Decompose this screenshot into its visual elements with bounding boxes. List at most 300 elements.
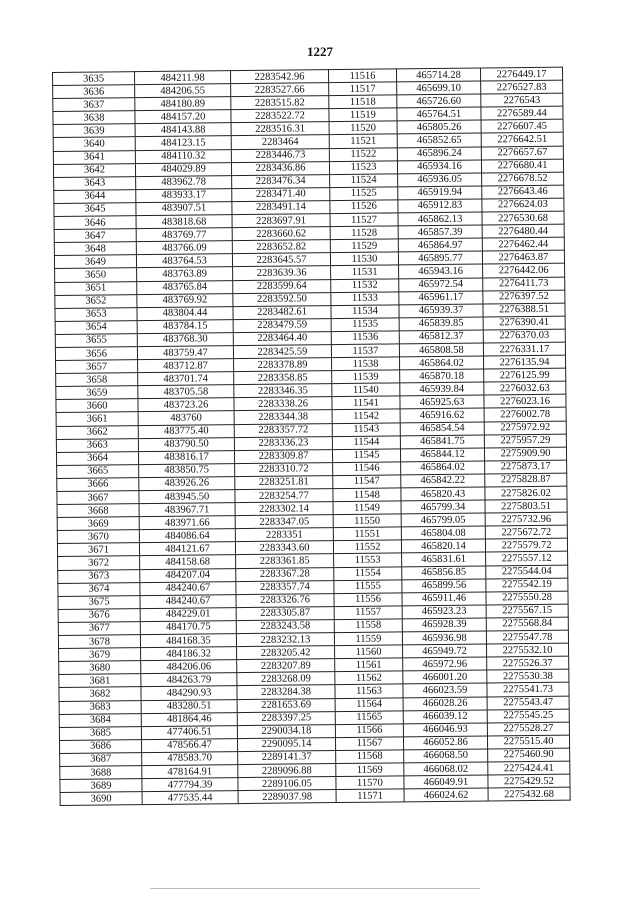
y-right-cell: 2276442.06: [483, 264, 565, 278]
x-left-cell: 483962.78: [136, 175, 232, 189]
y-left-cell: 2283476.34: [232, 174, 330, 188]
point-id-left-cell: 3682: [59, 687, 141, 701]
point-id-right-cell: 11546: [333, 462, 401, 476]
point-id-left-cell: 3643: [54, 176, 136, 190]
x-right-cell: 465919.94: [398, 186, 482, 200]
y-left-cell: 2283479.59: [233, 318, 331, 332]
point-id-right-cell: 11523: [329, 161, 397, 175]
x-left-cell: 484207.04: [140, 568, 236, 582]
point-id-right-cell: 11565: [335, 710, 403, 724]
y-left-cell: 2283367.28: [236, 567, 334, 581]
x-left-cell: 483850.75: [139, 463, 235, 477]
y-right-cell: 2276370.03: [483, 329, 565, 343]
x-left-cell: 483945.50: [139, 490, 235, 504]
x-left-cell: 484143.88: [135, 123, 231, 137]
point-id-left-cell: 3639: [53, 124, 135, 138]
y-left-cell: 2283310.72: [235, 462, 333, 476]
x-left-cell: 484206.55: [135, 84, 231, 98]
x-right-cell: 465925.63: [400, 395, 484, 409]
y-left-cell: 2281653.69: [237, 698, 335, 712]
y-right-cell: 2276680.41: [481, 159, 563, 173]
point-id-left-cell: 3666: [57, 478, 139, 492]
y-right-cell: 2275567.15: [486, 604, 568, 618]
y-right-cell: 2275672.72: [485, 525, 567, 539]
y-right-cell: 2276643.46: [482, 185, 564, 199]
point-id-right-cell: 11554: [334, 566, 402, 580]
point-id-left-cell: 3690: [60, 792, 142, 806]
y-left-cell: 2283358.85: [234, 371, 332, 385]
point-id-left-cell: 3640: [53, 137, 135, 151]
x-left-cell: 477794.39: [142, 778, 238, 792]
y-left-cell: 2290034.18: [237, 724, 335, 738]
x-right-cell: 466023.59: [403, 683, 487, 697]
point-id-left-cell: 3654: [55, 320, 137, 334]
y-left-cell: 2283464: [231, 135, 329, 149]
x-left-cell: 484186.32: [141, 647, 237, 661]
x-right-cell: 465726.60: [397, 94, 481, 108]
y-left-cell: 2289096.88: [238, 764, 336, 778]
point-id-right-cell: 11530: [330, 252, 398, 266]
y-right-cell: 2275530.38: [487, 669, 569, 683]
point-id-right-cell: 11542: [332, 409, 400, 423]
point-id-right-cell: 11538: [332, 357, 400, 371]
x-right-cell: 465805.26: [397, 120, 481, 134]
y-right-cell: 2275542.19: [486, 578, 568, 592]
point-id-right-cell: 11534: [331, 305, 399, 319]
point-id-left-cell: 3651: [55, 281, 137, 295]
x-left-cell: 484240.67: [140, 594, 236, 608]
x-right-cell: 465895.77: [398, 251, 482, 265]
x-right-cell: 465799.34: [401, 500, 485, 514]
y-left-cell: 2283592.50: [233, 292, 331, 306]
point-id-left-cell: 3676: [58, 608, 140, 622]
x-right-cell: 465862.13: [398, 212, 482, 226]
x-left-cell: 484240.67: [140, 581, 236, 595]
y-right-cell: 2275424.41: [488, 761, 570, 775]
y-right-cell: 2275579.72: [485, 539, 567, 553]
y-right-cell: 2276642.51: [481, 133, 563, 147]
x-left-cell: 483765.84: [137, 280, 233, 294]
y-right-cell: 2275550.28: [486, 591, 568, 605]
x-right-cell: 465764.51: [397, 107, 481, 121]
y-left-cell: 2283639.36: [233, 266, 331, 280]
point-id-right-cell: 11528: [330, 226, 398, 240]
point-id-left-cell: 3672: [58, 556, 140, 570]
x-right-cell: 465808.58: [399, 343, 483, 357]
x-right-cell: 466028.26: [403, 696, 487, 710]
x-right-cell: 465844.12: [400, 448, 484, 462]
point-id-left-cell: 3659: [56, 386, 138, 400]
x-right-cell: 465936.98: [402, 631, 486, 645]
x-left-cell: 478566.47: [141, 738, 237, 752]
y-right-cell: 2276480.44: [482, 224, 564, 238]
x-left-cell: 483784.15: [137, 319, 233, 333]
y-right-cell: 2275803.51: [485, 499, 567, 513]
x-right-cell: 466001.20: [403, 670, 487, 684]
x-right-cell: 465972.96: [403, 657, 487, 671]
point-id-right-cell: 11563: [335, 684, 403, 698]
x-left-cell: 484170.75: [140, 621, 236, 635]
x-right-cell: 465839.85: [399, 317, 483, 331]
point-id-left-cell: 3679: [59, 648, 141, 662]
y-left-cell: 2283361.85: [236, 554, 334, 568]
x-left-cell: 483701.74: [138, 372, 234, 386]
x-right-cell: 465961.17: [399, 291, 483, 305]
point-id-left-cell: 3686: [59, 739, 141, 753]
y-right-cell: 2275544.04: [486, 565, 568, 579]
coordinates-table: [52, 67, 571, 807]
point-id-right-cell: 11569: [336, 763, 404, 777]
y-right-cell: 2276589.44: [481, 106, 563, 120]
point-id-right-cell: 11549: [333, 501, 401, 515]
y-left-cell: 2283652.82: [232, 240, 330, 254]
x-left-cell: 483804.44: [137, 306, 233, 320]
point-id-right-cell: 11537: [331, 344, 399, 358]
y-left-cell: 2283425.59: [233, 345, 331, 359]
y-right-cell: 2275515.40: [487, 735, 569, 749]
point-id-right-cell: 11545: [332, 449, 400, 463]
y-left-cell: 2283645.57: [232, 253, 330, 267]
x-right-cell: 465972.54: [399, 278, 483, 292]
y-right-cell: 2275541.73: [487, 683, 569, 697]
x-left-cell: 483818.68: [136, 215, 232, 229]
y-left-cell: 2283338.26: [234, 397, 332, 411]
y-right-cell: 2276462.44: [482, 237, 564, 251]
y-left-cell: 2283697.91: [232, 214, 330, 228]
y-left-cell: 2283397.25: [237, 711, 335, 725]
point-id-left-cell: 3642: [53, 163, 135, 177]
point-id-right-cell: 11555: [334, 580, 402, 594]
point-id-left-cell: 3670: [57, 530, 139, 544]
x-right-cell: 466046.93: [403, 723, 487, 737]
point-id-right-cell: 11531: [331, 265, 399, 279]
y-left-cell: 2283243.58: [236, 620, 334, 634]
y-right-cell: 2276388.51: [483, 303, 565, 317]
point-id-left-cell: 3650: [55, 268, 137, 282]
point-id-right-cell: 11564: [335, 697, 403, 711]
x-left-cell: 483763.89: [137, 267, 233, 281]
x-right-cell: 466068.50: [404, 749, 488, 763]
point-id-right-cell: 11548: [333, 488, 401, 502]
x-right-cell: 465949.72: [403, 644, 487, 658]
point-id-right-cell: 11562: [335, 671, 403, 685]
y-left-cell: 2283482.61: [233, 305, 331, 319]
y-right-cell: 2275957.29: [484, 434, 566, 448]
y-left-cell: 2283305.87: [236, 606, 334, 620]
y-right-cell: 2276657.67: [481, 146, 563, 160]
x-right-cell: 465943.16: [399, 264, 483, 278]
point-id-right-cell: 11535: [331, 318, 399, 332]
y-right-cell: 2275828.87: [485, 473, 567, 487]
point-id-left-cell: 3638: [53, 111, 135, 125]
y-right-cell: 2275545.25: [487, 709, 569, 723]
x-right-cell: 465916.62: [400, 408, 484, 422]
y-right-cell: 2276135.94: [483, 355, 565, 369]
x-left-cell: 483768.30: [137, 332, 233, 346]
page-number: 1227: [307, 44, 333, 59]
point-id-left-cell: 3684: [59, 713, 141, 727]
y-right-cell: 2276449.17: [480, 67, 562, 81]
y-right-cell: 2276530.68: [482, 211, 564, 225]
x-left-cell: 483967.71: [139, 503, 235, 517]
y-left-cell: 2283205.42: [237, 646, 335, 660]
x-right-cell: 466039.12: [403, 710, 487, 724]
y-right-cell: 2275528.27: [487, 722, 569, 736]
point-id-right-cell: 11561: [335, 658, 403, 672]
y-right-cell: 2275972.92: [484, 421, 566, 435]
x-left-cell: 483926.26: [139, 477, 235, 491]
point-id-left-cell: 3671: [57, 543, 139, 557]
point-id-right-cell: 11556: [334, 593, 402, 607]
point-id-right-cell: 11539: [332, 370, 400, 384]
point-id-left-cell: 3675: [58, 595, 140, 609]
point-id-right-cell: 11529: [330, 239, 398, 253]
x-right-cell: 465934.16: [397, 160, 481, 174]
y-left-cell: 2283346.35: [234, 384, 332, 398]
x-right-cell: 465896.24: [397, 147, 481, 161]
point-id-left-cell: 3665: [57, 464, 139, 478]
x-left-cell: 483971.66: [139, 516, 235, 530]
y-left-cell: 2283491.14: [232, 201, 330, 215]
x-left-cell: 484123.15: [135, 136, 231, 150]
x-left-cell: 484263.79: [141, 673, 237, 687]
x-left-cell: 483764.53: [136, 254, 232, 268]
y-right-cell: 2275547.78: [486, 630, 568, 644]
point-id-right-cell: 11520: [329, 121, 397, 135]
x-right-cell: 465842.22: [401, 474, 485, 488]
point-id-right-cell: 11519: [329, 108, 397, 122]
y-right-cell: 2276543: [481, 93, 563, 107]
point-id-left-cell: 3662: [56, 425, 138, 439]
y-right-cell: 2275909.90: [484, 447, 566, 461]
x-right-cell: 465854.54: [400, 422, 484, 436]
point-id-left-cell: 3687: [60, 752, 142, 766]
y-left-cell: 2283207.89: [237, 659, 335, 673]
y-left-cell: 2283436.86: [231, 161, 329, 175]
point-id-right-cell: 11522: [329, 147, 397, 161]
point-id-left-cell: 3689: [60, 779, 142, 793]
point-id-right-cell: 11516: [328, 69, 396, 83]
x-right-cell: 466052.86: [403, 736, 487, 750]
point-id-right-cell: 11550: [333, 514, 401, 528]
point-id-right-cell: 11525: [330, 187, 398, 201]
point-id-left-cell: 3658: [56, 373, 138, 387]
y-right-cell: 2276678.52: [482, 172, 564, 186]
y-right-cell: 2276411.73: [483, 277, 565, 291]
x-left-cell: 483769.92: [137, 293, 233, 307]
point-id-left-cell: 3664: [56, 451, 138, 465]
x-right-cell: 465939.37: [399, 304, 483, 318]
x-left-cell: 478583.70: [142, 751, 238, 765]
point-id-left-cell: 3655: [55, 333, 137, 347]
x-left-cell: 483907.51: [136, 202, 232, 216]
x-left-cell: 484290.93: [141, 686, 237, 700]
point-id-right-cell: 11571: [336, 789, 404, 803]
point-id-left-cell: 3649: [54, 255, 136, 269]
y-right-cell: 2275568.84: [486, 617, 568, 631]
point-id-right-cell: 11547: [333, 475, 401, 489]
x-right-cell: 465820.14: [401, 539, 485, 553]
x-left-cell: 483760: [138, 411, 234, 425]
x-right-cell: 465852.65: [397, 133, 481, 147]
point-id-right-cell: 11533: [331, 291, 399, 305]
point-id-left-cell: 3680: [59, 661, 141, 675]
point-id-left-cell: 3661: [56, 412, 138, 426]
y-left-cell: 2283357.74: [236, 580, 334, 594]
point-id-left-cell: 3646: [54, 216, 136, 230]
y-right-cell: 2275460.90: [488, 748, 570, 762]
point-id-right-cell: 11570: [336, 776, 404, 790]
y-left-cell: 2283284.38: [237, 685, 335, 699]
x-right-cell: 465812.37: [399, 330, 483, 344]
y-right-cell: 2276331.17: [483, 342, 565, 356]
x-left-cell: 477406.51: [141, 725, 237, 739]
y-right-cell: 2275429.52: [488, 774, 570, 788]
x-right-cell: 465820.43: [401, 487, 485, 501]
y-left-cell: 2283542.96: [230, 70, 328, 84]
y-left-cell: 2283516.31: [231, 122, 329, 136]
y-left-cell: 2283251.81: [235, 475, 333, 489]
x-right-cell: 465857.39: [398, 225, 482, 239]
point-id-left-cell: 3678: [58, 635, 140, 649]
y-right-cell: 2275432.68: [488, 787, 570, 801]
point-id-left-cell: 3652: [55, 294, 137, 308]
point-id-right-cell: 11532: [331, 278, 399, 292]
y-left-cell: 2283515.82: [231, 96, 329, 110]
x-left-cell: 483280.51: [141, 699, 237, 713]
x-left-cell: 477535.44: [142, 791, 238, 805]
point-id-left-cell: 3673: [58, 569, 140, 583]
point-id-right-cell: 11558: [334, 619, 402, 633]
point-id-right-cell: 11526: [330, 200, 398, 214]
y-right-cell: 2276607.45: [481, 120, 563, 134]
y-right-cell: 2276397.52: [483, 290, 565, 304]
point-id-left-cell: 3653: [55, 307, 137, 321]
y-left-cell: 2283357.72: [234, 423, 332, 437]
x-right-cell: 465831.61: [402, 552, 486, 566]
y-right-cell: 2275732.96: [485, 512, 567, 526]
y-left-cell: 2283309.87: [234, 449, 332, 463]
y-left-cell: 2283378.89: [234, 358, 332, 372]
y-left-cell: 2283599.64: [233, 279, 331, 293]
x-right-cell: 465939.84: [400, 382, 484, 396]
x-left-cell: 483705.58: [138, 385, 234, 399]
y-left-cell: 2290095.14: [237, 737, 335, 751]
point-id-right-cell: 11552: [333, 540, 401, 554]
point-id-right-cell: 11518: [329, 95, 397, 109]
point-id-right-cell: 11567: [335, 737, 403, 751]
point-id-left-cell: 3641: [53, 150, 135, 164]
x-right-cell: 466024.62: [404, 788, 488, 802]
x-right-cell: 465864.02: [400, 356, 484, 370]
x-left-cell: 483723.26: [138, 398, 234, 412]
x-left-cell: 484206.06: [141, 660, 237, 674]
x-right-cell: 465864.97: [398, 238, 482, 252]
x-left-cell: 484029.89: [135, 162, 231, 176]
y-left-cell: 2283232.13: [236, 633, 334, 647]
y-right-cell: 2275557.12: [486, 552, 568, 566]
y-left-cell: 2283464.40: [233, 331, 331, 345]
x-right-cell: 465799.05: [401, 513, 485, 527]
x-left-cell: 484086.64: [139, 529, 235, 543]
x-right-cell: 465899.56: [402, 579, 486, 593]
x-left-cell: 484229.01: [140, 607, 236, 621]
y-right-cell: 2276624.03: [482, 198, 564, 212]
y-left-cell: 2283302.14: [235, 502, 333, 516]
x-left-cell: 483790.50: [138, 437, 234, 451]
y-left-cell: 2283347.05: [235, 515, 333, 529]
x-right-cell: 465912.83: [398, 199, 482, 213]
point-id-right-cell: 11541: [332, 396, 400, 410]
y-right-cell: 2276125.99: [484, 368, 566, 382]
point-id-right-cell: 11560: [335, 645, 403, 659]
y-left-cell: 2283344.38: [234, 410, 332, 424]
x-left-cell: 484157.20: [135, 110, 231, 124]
x-left-cell: 483766.09: [136, 241, 232, 255]
x-left-cell: 484158.68: [140, 555, 236, 569]
y-right-cell: 2275826.02: [485, 486, 567, 500]
point-id-right-cell: 11553: [334, 553, 402, 567]
y-left-cell: 2283326.76: [236, 593, 334, 607]
point-id-left-cell: 3685: [59, 726, 141, 740]
y-right-cell: 2275526.37: [487, 656, 569, 670]
point-id-right-cell: 11544: [332, 435, 400, 449]
point-id-left-cell: 3644: [54, 189, 136, 203]
y-left-cell: 2283471.40: [232, 187, 330, 201]
point-id-left-cell: 3683: [59, 700, 141, 714]
x-left-cell: 484211.98: [135, 71, 231, 85]
x-right-cell: 465699.10: [397, 81, 481, 95]
x-right-cell: 465870.18: [400, 369, 484, 383]
point-id-left-cell: 3660: [56, 399, 138, 413]
y-left-cell: 2289106.05: [238, 777, 336, 791]
x-left-cell: 484110.32: [135, 149, 231, 163]
point-id-right-cell: 11521: [329, 134, 397, 148]
y-right-cell: 2276527.83: [481, 80, 563, 94]
x-right-cell: 465928.39: [402, 618, 486, 632]
point-id-right-cell: 11536: [331, 331, 399, 345]
y-left-cell: 2283660.62: [232, 227, 330, 241]
x-right-cell: 465714.28: [396, 68, 480, 82]
y-right-cell: 2276023.16: [484, 394, 566, 408]
point-id-right-cell: 11527: [330, 213, 398, 227]
point-id-left-cell: 3668: [57, 504, 139, 518]
x-left-cell: 478164.91: [142, 765, 238, 779]
y-right-cell: 2276390.41: [483, 316, 565, 330]
y-left-cell: 2283343.60: [235, 541, 333, 555]
y-right-cell: 2275873.17: [485, 460, 567, 474]
x-right-cell: 465936.05: [398, 173, 482, 187]
x-right-cell: 465923.23: [402, 605, 486, 619]
y-right-cell: 2276002.78: [484, 408, 566, 422]
x-right-cell: 465841.75: [400, 435, 484, 449]
y-right-cell: 2275543.47: [487, 696, 569, 710]
y-left-cell: 2283351: [235, 528, 333, 542]
point-id-left-cell: 3674: [58, 582, 140, 596]
y-right-cell: 2276463.87: [482, 250, 564, 264]
y-left-cell: 2283527.66: [231, 83, 329, 97]
point-id-left-cell: 3647: [54, 229, 136, 243]
x-right-cell: 465864.02: [401, 461, 485, 475]
x-left-cell: 483933.17: [136, 188, 232, 202]
point-id-left-cell: 3663: [56, 438, 138, 452]
point-id-left-cell: 3635: [53, 72, 135, 86]
coordinates-table-body: [53, 67, 571, 806]
x-left-cell: 484121.67: [139, 542, 235, 556]
y-right-cell: 2276032.63: [484, 381, 566, 395]
x-right-cell: 465911.46: [402, 592, 486, 606]
x-right-cell: 465856.85: [402, 566, 486, 580]
